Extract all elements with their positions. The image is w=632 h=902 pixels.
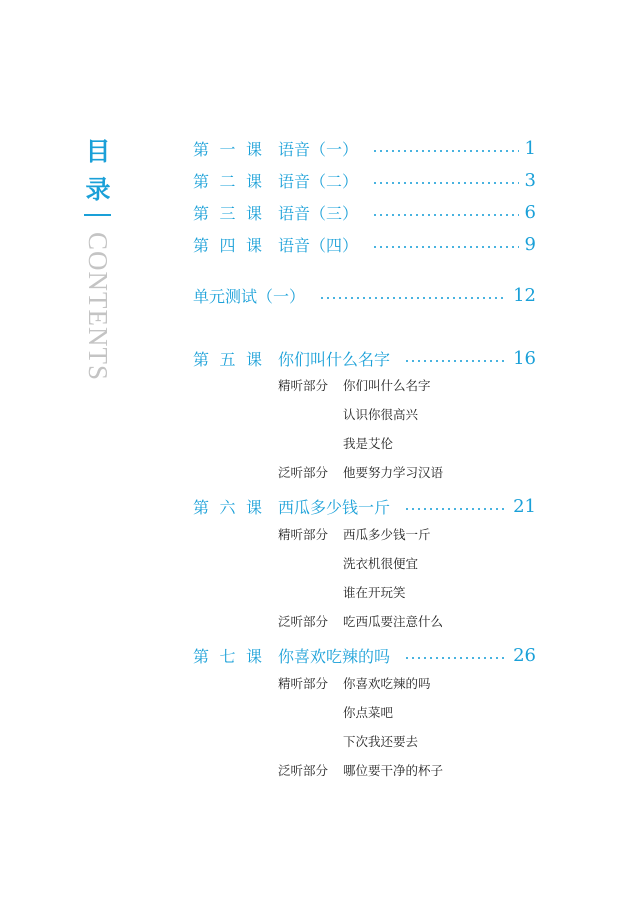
sub-title: 哪位要干净的杯子 [343,763,444,778]
sub-entry[interactable] [0,375,632,395]
sub-entry[interactable] [0,462,632,482]
sub-title: 洗衣机很便宜 [343,556,419,571]
dot-leader [404,508,507,510]
sub-entry[interactable] [0,582,632,602]
sub-title: 谁在开玩笑 [343,585,406,600]
dot-leader [372,246,519,248]
sub-title: 你喜欢吃辣的吗 [343,676,431,691]
dot-leader [372,214,519,216]
toc-entry[interactable] [193,347,536,369]
toc-entry-unit-test[interactable] [193,284,536,306]
sub-title: 你们叫什么名字 [343,378,431,393]
page-number: 9 [524,233,536,255]
lesson-title: 西瓜多少钱一斤 [278,497,391,517]
toc-title-char-2: 录 [85,175,111,204]
section-label-intensive: 精听部分 [278,527,329,542]
lesson-title: 语音（四） [278,235,359,255]
sub-entry[interactable] [0,611,632,631]
sub-title: 西瓜多少钱一斤 [343,527,431,542]
sub-title: 我是艾伦 [343,436,394,451]
sub-entry[interactable] [0,433,632,453]
sub-title: 下次我还要去 [343,734,419,749]
section-label-intensive: 精听部分 [278,378,329,393]
sub-entry[interactable] [0,553,632,573]
page-number: 3 [524,169,536,191]
unit-test-title: 单元测试（一） [193,286,306,306]
lesson-number: 第 四 课 [193,235,262,255]
sub-entry[interactable] [0,760,632,780]
lesson-number: 第 七 课 [193,646,262,666]
toc-english-title: CONTENTS [83,232,113,381]
sub-entry[interactable] [0,404,632,424]
sub-title: 认识你很高兴 [343,407,419,422]
toc-entry[interactable] [193,495,536,517]
lesson-title: 你喜欢吃辣的吗 [278,646,391,666]
lesson-title: 语音（一） [278,139,359,159]
section-label-extensive: 泛听部分 [278,614,329,629]
toc-entry[interactable] [193,169,536,191]
lesson-number: 第 一 课 [193,139,262,159]
section-label-intensive: 精听部分 [278,676,329,691]
sub-entry[interactable] [0,702,632,722]
dot-leader [404,657,507,659]
toc-entry[interactable] [193,137,536,159]
sub-entry[interactable] [0,673,632,693]
toc-entry[interactable] [193,201,536,223]
page-number: 26 [513,644,536,666]
section-label-extensive: 泛听部分 [278,763,329,778]
toc-entry[interactable] [193,233,536,255]
toc-title-char-1: 目 [85,137,111,166]
toc-entry[interactable] [193,644,536,666]
sub-entry[interactable] [0,731,632,751]
lesson-title: 语音（二） [278,171,359,191]
sub-title: 你点菜吧 [343,705,394,720]
dot-leader [372,150,519,152]
page-number: 1 [524,137,536,159]
dot-leader [404,360,507,362]
page-number: 12 [513,284,536,306]
page-number: 16 [513,347,536,369]
lesson-title: 你们叫什么名字 [278,349,391,369]
lesson-number: 第 二 课 [193,171,262,191]
lesson-number: 第 六 课 [193,497,262,517]
sub-entry[interactable] [0,524,632,544]
section-label-extensive: 泛听部分 [278,465,329,480]
sub-title: 吃西瓜要注意什么 [343,614,444,629]
page-number: 6 [524,201,536,223]
lesson-title: 语音（三） [278,203,359,223]
page-number: 21 [513,495,536,517]
dot-leader [372,182,519,184]
title-divider [84,214,111,216]
lesson-number: 第 五 课 [193,349,262,369]
lesson-number: 第 三 课 [193,203,262,223]
dot-leader [319,297,507,299]
sub-title: 他要努力学习汉语 [343,465,444,480]
